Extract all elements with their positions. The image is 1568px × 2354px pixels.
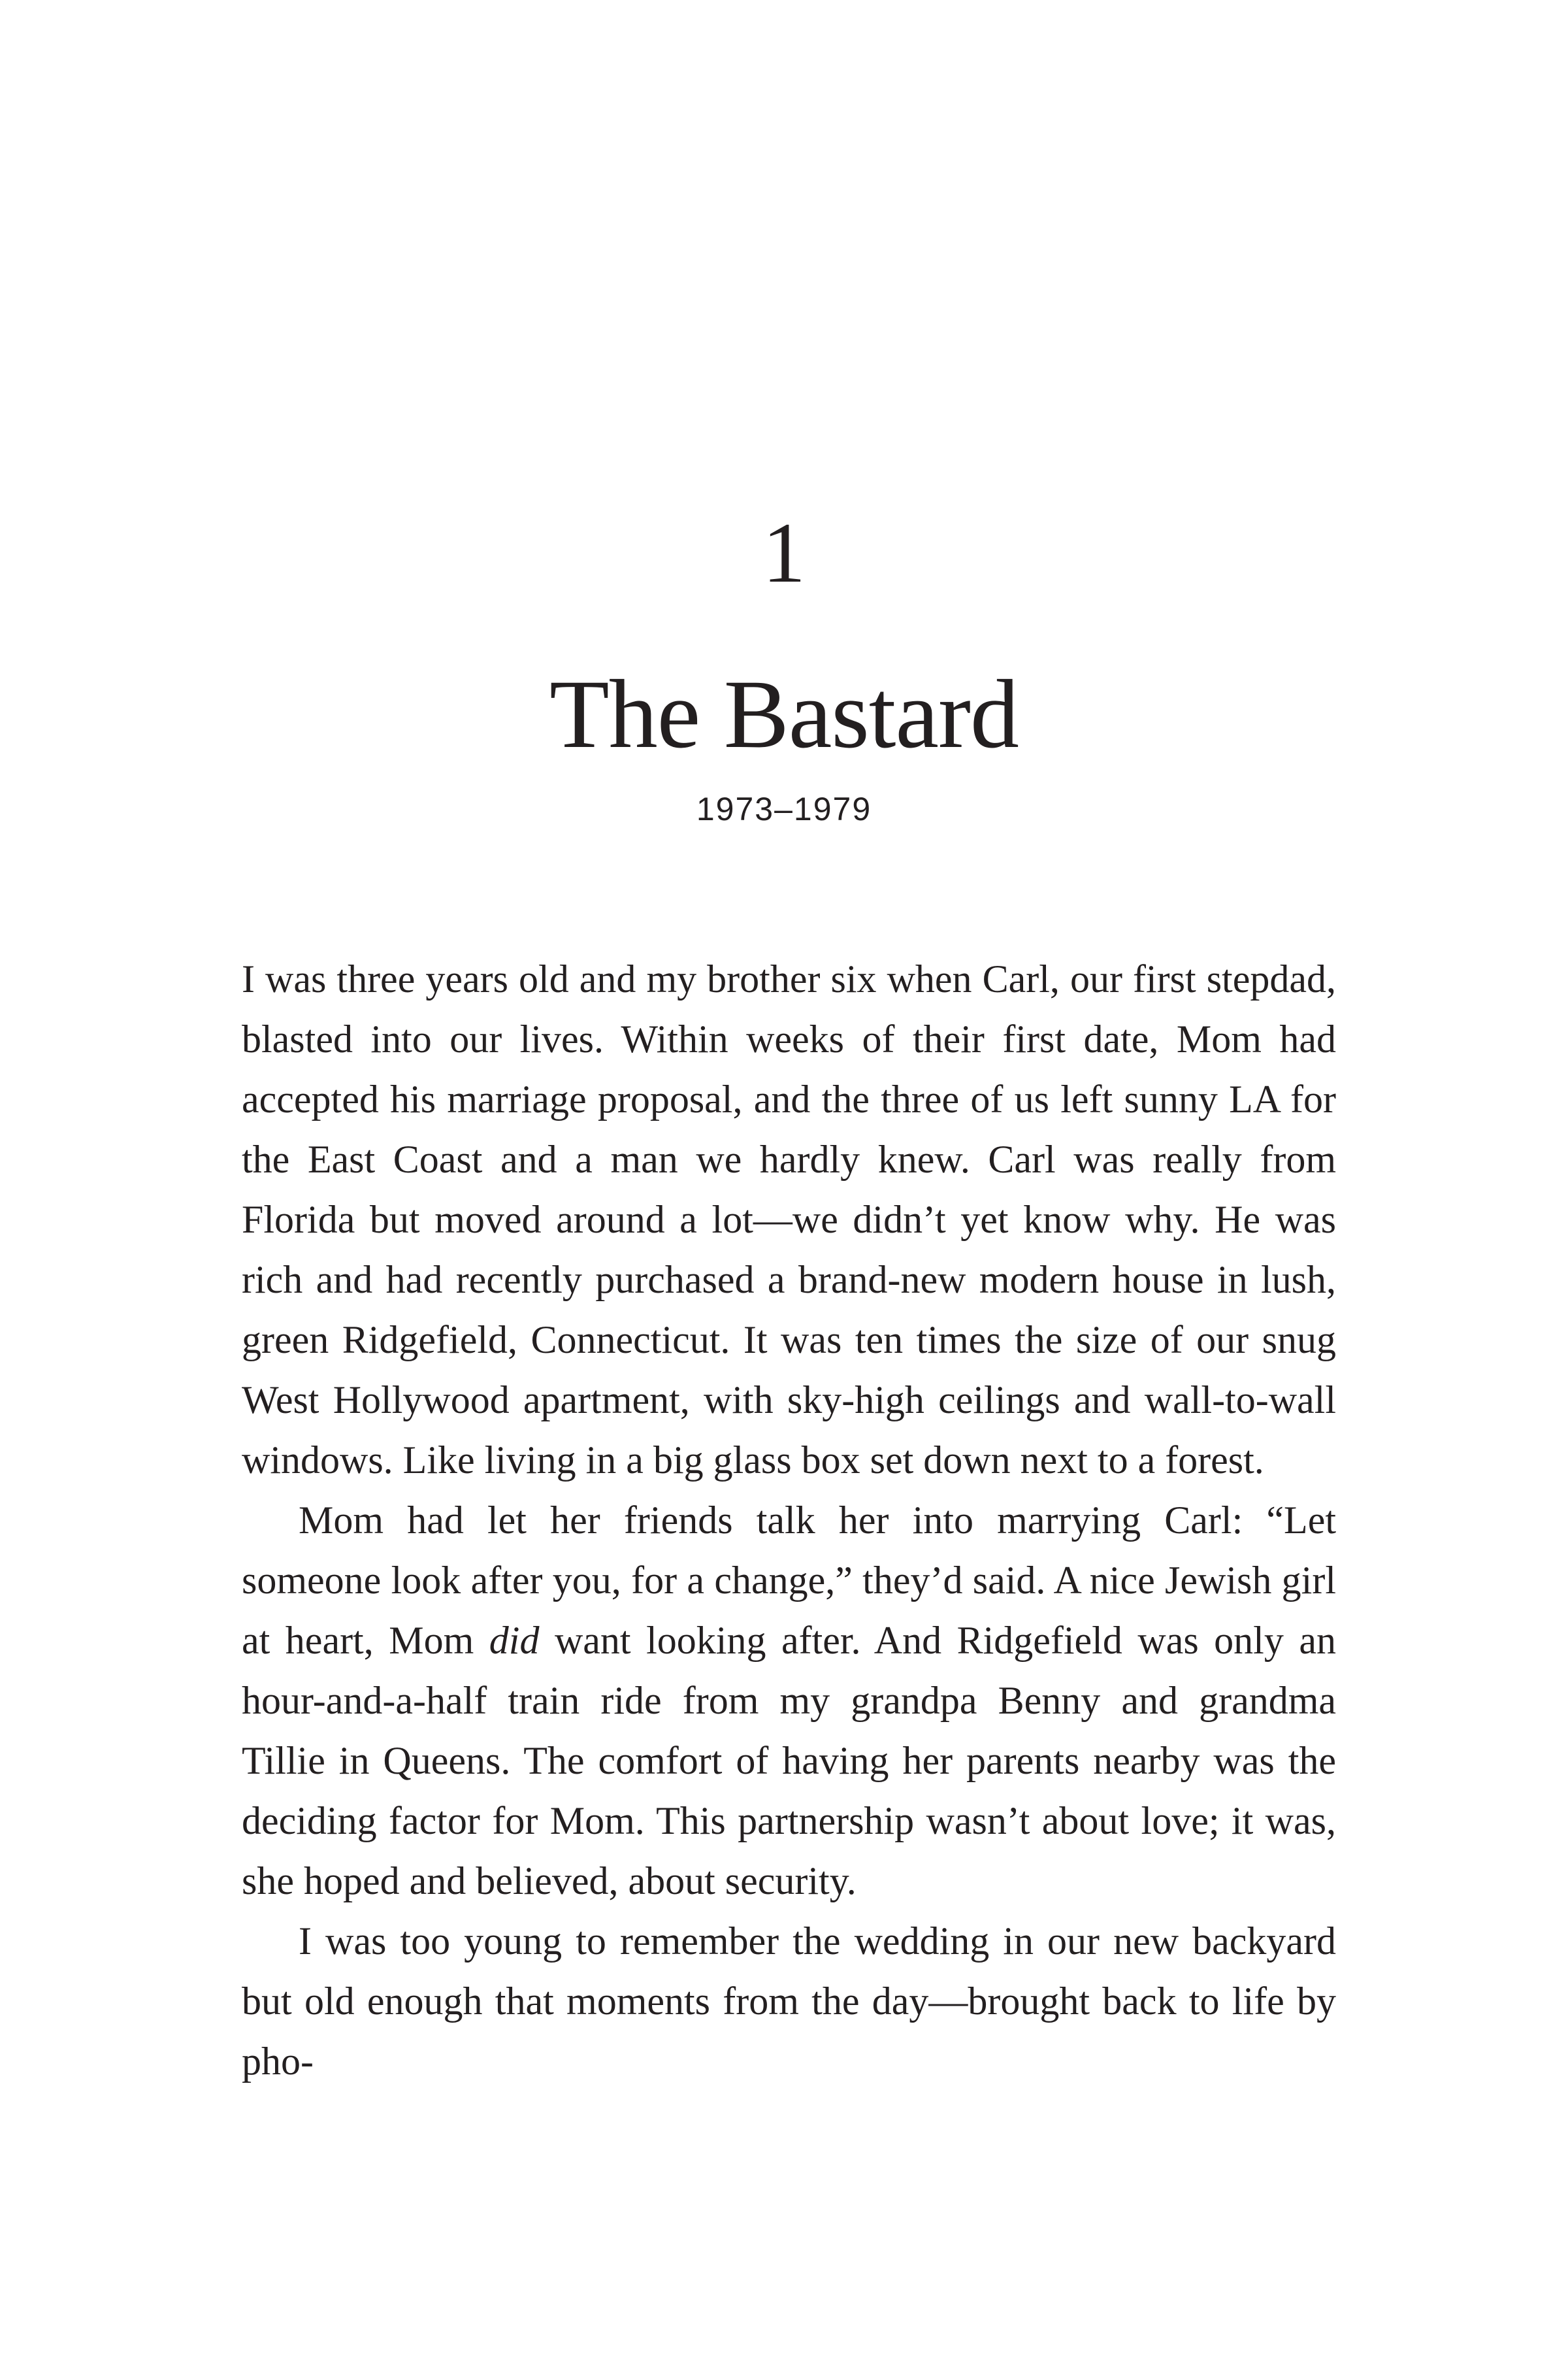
chapter-number: 1 — [762, 505, 806, 601]
paragraph-2-part-2: want looking after. And Ridgefield was only an hour-and-a-half train ride from my grandpa Benny and grandma Tillie in Queens. The comfort of having her parents nearby was the deciding factor for Mom. This partnership wasn’t about love; it was, she hoped and believed, about security. — [242, 1619, 1336, 1902]
chapter-body — [242, 949, 1336, 2091]
paragraph-2 — [242, 1490, 1336, 1911]
emphasis-did: did — [489, 1619, 540, 1662]
paragraph-1: I was three years old and my brother six when Carl, our first stepdad, blasted into our lives. Within weeks of their first date, Mom had accepted his marriage proposal, and the three of us left sunny LA for the East Coast and a man we hardly knew. Carl was really from Florida but moved around a lot—we didn’t yet know why. He was rich and had recently purchased a brand-new modern house in lush, green Ridgefield, Connecticut. It was ten times the size of our snug West Hollywood apartment, with sky-high ceilings and wall-to-wall windows. Like living in a big glass box set down next to a forest. — [242, 957, 1336, 1482]
chapter-years: 1973–1979 — [696, 791, 872, 827]
paragraph-3: I was too young to remember the wedding in our new backyard but old enough that moments from the day—brought back to life by pho- — [242, 1919, 1336, 2083]
chapter-title: The Bastard — [549, 660, 1019, 769]
paragraph-2-part-1: Mom had let her friends talk her into marrying Carl: “Let someone look after you, for a change,” they’d said. A nice Jewish girl at heart, Mom — [242, 1499, 1336, 1662]
